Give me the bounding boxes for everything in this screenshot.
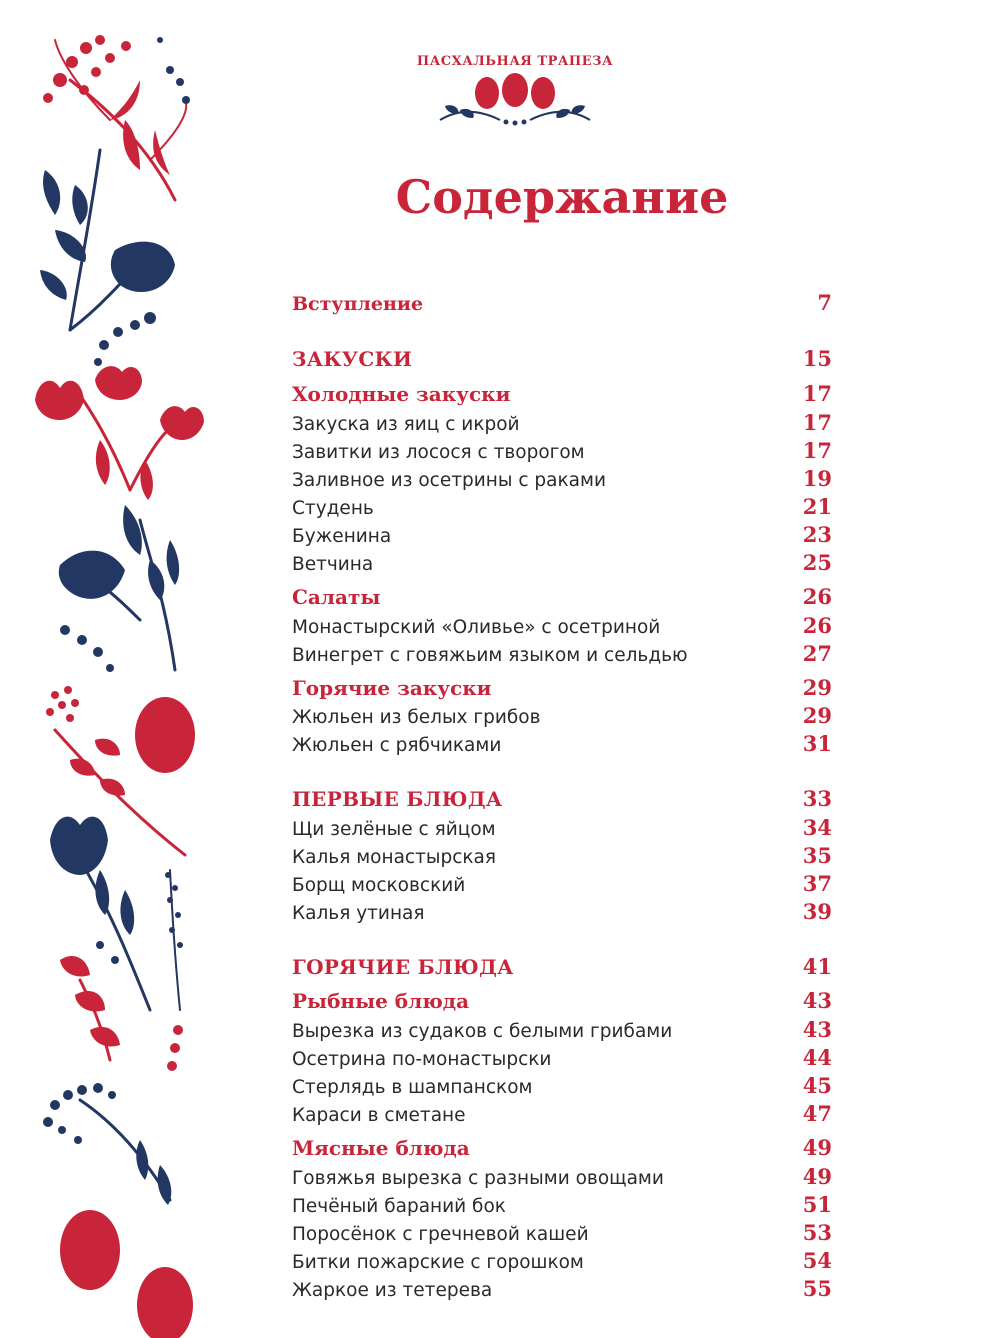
toc-entry-title: Вырезка из судаков с белыми грибами — [292, 1021, 673, 1042]
toc-entry-title: Караси в сметане — [292, 1105, 466, 1126]
toc-entry — [292, 786, 832, 811]
toc-entry-page: 49 — [802, 1164, 832, 1189]
toc-entry-title: Ветчина — [292, 554, 374, 575]
toc-entry — [292, 1276, 832, 1301]
toc-entry — [292, 438, 832, 463]
toc-entry — [292, 1073, 832, 1098]
toc-entry — [292, 1164, 832, 1189]
toc-entry-title: Жаркое из тетерева — [292, 1280, 493, 1301]
toc-entry — [292, 1248, 832, 1273]
toc-entry-title: Стерлядь в шампанском — [292, 1077, 533, 1098]
toc-entry-page: 29 — [802, 703, 832, 728]
toc-entry — [292, 494, 832, 519]
toc-entry — [292, 815, 832, 840]
toc-entry-title: Щи зелёные с яйцом — [292, 819, 496, 840]
toc-entry-title: Салаты — [292, 585, 381, 609]
toc-entry — [292, 731, 832, 756]
toc-entry-page: 26 — [802, 613, 832, 638]
toc-entry — [292, 899, 832, 924]
toc-entry-title: ГОРЯЧИЕ БЛЮДА — [292, 955, 514, 979]
toc-entry-title: Калья утиная — [292, 903, 425, 924]
floral-ornament — [0, 0, 230, 1338]
toc-entry-page: 54 — [802, 1248, 832, 1273]
toc-entry-title: Печёный бараний бок — [292, 1196, 506, 1217]
toc-entry-page: 35 — [802, 843, 832, 868]
toc-entry — [292, 641, 832, 666]
toc-entry — [292, 381, 832, 406]
toc-entry — [292, 346, 832, 371]
toc-entry-title: Холодные закуски — [292, 382, 511, 406]
toc-entry-page: 31 — [802, 731, 832, 756]
toc-entry-title: Монастырский «Оливье» с осетриной — [292, 617, 661, 638]
toc-entry-page: 33 — [802, 786, 832, 811]
toc-entry-page: 53 — [802, 1220, 832, 1245]
toc-entry-title: Студень — [292, 498, 374, 519]
toc-entry — [292, 843, 832, 868]
toc-entry-page: 45 — [802, 1073, 832, 1098]
toc-entry-page: 29 — [802, 675, 832, 700]
toc-entry — [292, 1192, 832, 1217]
toc-entry-page: 21 — [802, 494, 832, 519]
toc-entry-title: Поросёнок с гречневой кашей — [292, 1224, 589, 1245]
toc-entry-title: Винегрет с говяжьим языком и сельдью — [292, 645, 688, 666]
toc-entry-title: Говяжья вырезка с разными овощами — [292, 1168, 664, 1189]
toc-entry — [292, 550, 832, 575]
logo-title: ПАСХАЛЬНАЯ ТРАПЕЗА — [416, 54, 614, 69]
toc-entry — [292, 703, 832, 728]
toc-entry — [292, 1101, 832, 1126]
toc-entry-page: 25 — [802, 550, 832, 575]
toc-entry-page: 26 — [802, 584, 832, 609]
toc-entry — [292, 988, 832, 1013]
toc-entry — [292, 522, 832, 547]
toc-entry-title: Рыбные блюда — [292, 989, 470, 1013]
toc-entry — [292, 584, 832, 609]
toc-entry-page: 49 — [802, 1135, 832, 1160]
toc-entry — [292, 1017, 832, 1042]
toc-entry-title: Битки пожарские с горошком — [292, 1252, 584, 1273]
toc-entry — [292, 410, 832, 435]
toc-entry-title: Закуска из яиц с икрой — [292, 414, 520, 435]
toc-entry-page: 43 — [802, 988, 832, 1013]
toc-entry — [292, 613, 832, 638]
toc-entry-page: 55 — [802, 1276, 832, 1301]
toc-entry-page: 27 — [802, 641, 832, 666]
toc-entry-page: 51 — [802, 1192, 832, 1217]
toc-entry-page: 17 — [802, 381, 832, 406]
toc-entry-title: Буженина — [292, 526, 392, 547]
toc-entry-page: 23 — [802, 522, 832, 547]
book-logo — [400, 48, 630, 138]
toc-entry-title: Мясные блюда — [292, 1136, 470, 1160]
toc-entry-title: Осетрина по-монастырски — [292, 1049, 552, 1070]
toc-entry-page: 17 — [802, 410, 832, 435]
toc-entry-page: 17 — [802, 438, 832, 463]
toc-entry-page: 41 — [802, 954, 832, 979]
toc-entry-page: 34 — [802, 815, 832, 840]
toc-entry-title: Горячие закуски — [292, 676, 492, 700]
toc-entry-title: Борщ московский — [292, 875, 466, 896]
toc-entry-page: 43 — [802, 1017, 832, 1042]
toc-entry-page: 44 — [802, 1045, 832, 1070]
toc-entry — [292, 290, 832, 315]
toc-entry-title: Заливное из осетрины с раками — [292, 470, 606, 491]
toc-entry-title: Жюльен из белых грибов — [292, 707, 541, 728]
toc-entry-page: 39 — [802, 899, 832, 924]
toc-entry — [292, 1220, 832, 1245]
toc-entry — [292, 675, 832, 700]
toc-entry-title: Калья монастырская — [292, 847, 497, 868]
toc-entry-title: ЗАКУСКИ — [292, 347, 413, 371]
toc-entry-page: 37 — [802, 871, 832, 896]
toc-entry-title: Жюльен с рябчиками — [292, 735, 502, 756]
toc-entry — [292, 954, 832, 979]
toc-entry-title: Завитки из лосося с творогом — [292, 442, 585, 463]
toc-entry-page: 7 — [817, 290, 832, 315]
toc-entry — [292, 871, 832, 896]
toc-entry-page: 19 — [802, 466, 832, 491]
toc-entry-page: 47 — [802, 1101, 832, 1126]
toc-entry — [292, 1135, 832, 1160]
toc-entry — [292, 466, 832, 491]
toc-entry-page: 15 — [802, 346, 832, 371]
page-title: Содержание — [395, 170, 729, 224]
toc-entry-title: Вступление — [292, 293, 424, 315]
toc-entry — [292, 1045, 832, 1070]
toc-entry-title: ПЕРВЫЕ БЛЮДА — [292, 787, 503, 811]
